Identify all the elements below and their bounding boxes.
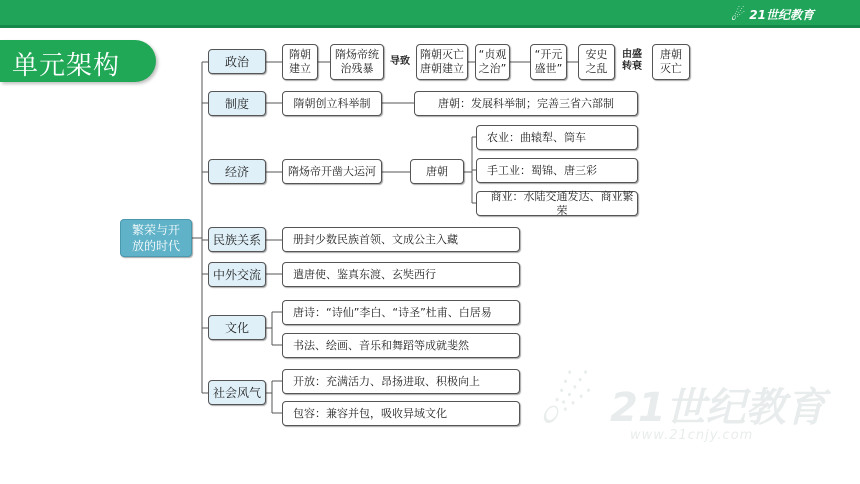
node-ethnic-policy: [282, 227, 520, 252]
node-sui-exam: [282, 91, 382, 116]
root-label: 繁荣与开放的时代: [131, 223, 180, 253]
node-kaiyuan: [530, 44, 567, 80]
node-commerce: [476, 191, 638, 216]
page-title: 单元架构: [12, 51, 121, 81]
decline-label: 由盛转衰: [622, 49, 642, 72]
node-label: 农业：曲辕犁、筒车: [487, 130, 586, 144]
node-zhenguan: [475, 44, 510, 80]
node-label: 唐诗：“诗仙”李白、“诗圣”杜甫、白居易: [293, 305, 492, 319]
node-label: 开放：充满活力、昂扬进取、积极向上: [293, 374, 480, 388]
node-label: 隋朝灭亡唐朝建立: [420, 48, 464, 75]
runner-logo-icon: ☄: [730, 4, 746, 24]
category-label: 社会风气: [212, 385, 261, 400]
node-label: 隋朝创立科举制: [293, 96, 371, 110]
node-label: 遣唐使、鉴真东渡、玄奘西行: [293, 267, 436, 281]
category-label: 民族关系: [212, 232, 261, 247]
node-sui-tyranny: [330, 44, 384, 80]
node-sui-fall-tang-rise: [416, 44, 468, 80]
root-topic: [120, 219, 192, 257]
node-label: 隋炀帝开凿大运河: [288, 164, 376, 178]
node-tolerance: [282, 401, 520, 426]
leads-to-label: 导致: [390, 56, 410, 67]
watermark-runner-icon: ☄: [540, 368, 594, 438]
node-label: 隋炀帝统治残暴: [335, 48, 379, 75]
node-tang-exam: [414, 91, 638, 116]
node-tang-economy: [410, 159, 464, 184]
watermark-url: www.21cnjy.com: [630, 428, 754, 443]
node-grand-canal: [282, 159, 382, 184]
node-label: “开元盛世”: [534, 48, 563, 75]
node-label: 书法、绘画、音乐和舞蹈等成就斐然: [293, 338, 469, 352]
category-politics: [208, 49, 266, 74]
node-tang-poetry: [282, 300, 520, 325]
watermark-brand: 21世纪教育: [610, 385, 826, 431]
node-label: 商业：水陆交通发达、商业繁荣: [490, 189, 634, 217]
watermark: [520, 368, 840, 448]
category-label: 政治: [224, 54, 249, 69]
node-label: 包容：兼容并包，吸收异域文化: [293, 406, 447, 420]
category-label: 制度: [224, 96, 249, 111]
node-label: 册封少数民族首领、文成公主入藏: [293, 232, 458, 246]
node-label: 隋朝建立: [289, 48, 311, 75]
node-openness: [282, 369, 520, 394]
category-ethnic: [208, 227, 266, 252]
category-label: 中外交流: [212, 267, 261, 282]
node-foreign-exchange: [282, 262, 520, 287]
category-culture: [208, 315, 266, 340]
node-label: 唐朝：发展科举制；完善三省六部制: [438, 96, 614, 110]
logo-text: 21世纪教育: [749, 7, 814, 22]
category-label: 文化: [224, 320, 249, 335]
category-economy: [208, 159, 266, 184]
node-anshi-rebellion: [578, 44, 615, 80]
category-social: [208, 380, 266, 405]
category-label: 经济: [224, 164, 249, 179]
node-arts: [282, 333, 520, 358]
node-tang-fall: [652, 44, 690, 80]
category-system: [208, 91, 266, 116]
node-label: 手工业：蜀锦、唐三彩: [487, 163, 597, 177]
node-sui-founding: [282, 44, 318, 80]
node-label: “贞观之治”: [478, 48, 507, 75]
node-label: 唐朝: [426, 164, 448, 178]
node-handicraft: [476, 158, 638, 183]
node-label: 唐朝灭亡: [660, 48, 682, 75]
category-foreign: [208, 262, 266, 287]
node-label: 安史之乱: [585, 48, 608, 75]
node-agriculture: [476, 125, 638, 150]
